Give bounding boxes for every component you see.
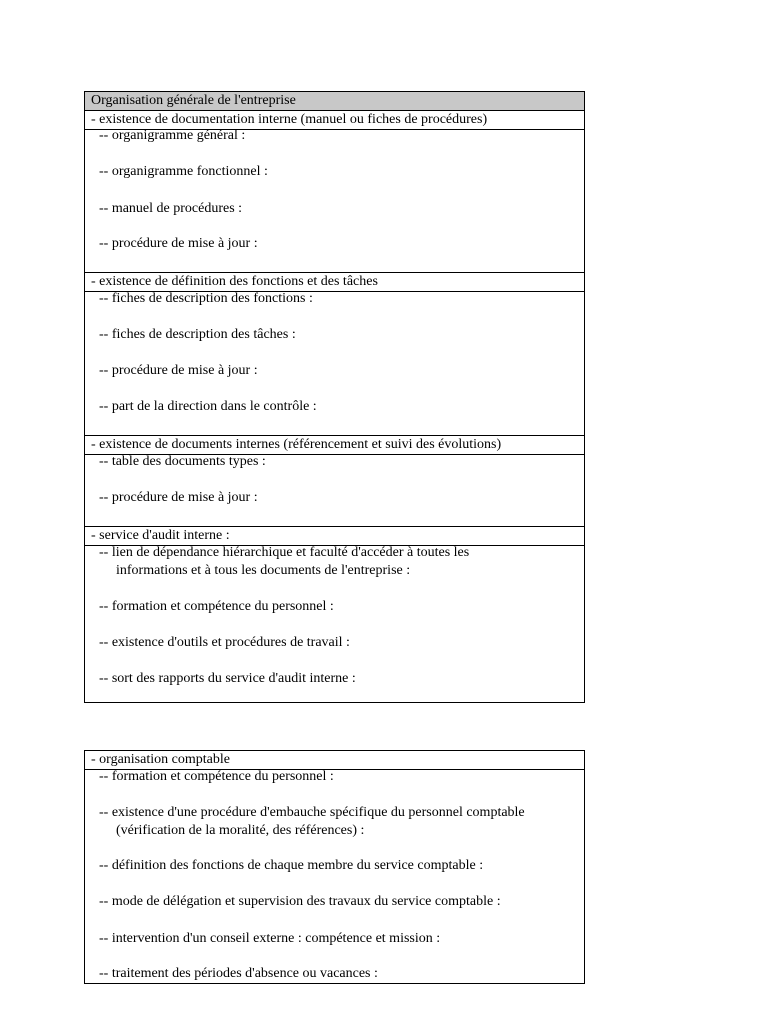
list-item [99, 544, 578, 580]
list-item: -- existence d'outils et procédures de travail : [99, 635, 350, 650]
section-body-functions [85, 292, 584, 436]
section-body-internal-documents [85, 455, 584, 527]
list-item: -- procédure de mise à jour : [99, 490, 258, 505]
list-item-line: -- lien de dépendance hiérarchique et faculté d'accéder à toutes les [99, 545, 470, 560]
list-item: -- part de la direction dans le contrôle : [99, 399, 317, 414]
list-item: -- table des documents types : [99, 454, 266, 469]
section-heading-documentation: - existence de documentation interne (manuel ou fiches de procédures) [85, 111, 584, 130]
list-item: -- manuel de procédures : [99, 201, 243, 216]
section-heading-accounting: - organisation comptable [85, 751, 584, 770]
section-heading-internal-audit: - service d'audit interne : [85, 527, 584, 546]
list-item: -- organigramme général : [99, 128, 246, 143]
list-item: -- procédure de mise à jour : [99, 236, 258, 251]
list-item-line: -- existence d'une procédure d'embauche spécifique du personnel comptable [99, 805, 525, 820]
list-item-continuation: informations et à tous les documents de l'entreprise : [116, 563, 411, 578]
list-item: -- intervention d'un conseil externe : compétence et mission : [99, 931, 441, 946]
section-heading-internal-documents: - existence de documents internes (référencement et suivi des évolutions) [85, 436, 584, 455]
list-item: -- formation et compétence du personnel : [99, 769, 334, 784]
general-organisation-table [84, 91, 585, 703]
list-item: -- formation et compétence du personnel : [99, 599, 334, 614]
section-heading-functions: - existence de définition des fonctions et des tâches [85, 273, 584, 292]
list-item: -- traitement des périodes d'absence ou vacances : [99, 966, 378, 981]
section-body-documentation [85, 130, 584, 273]
list-item: -- sort des rapports du service d'audit interne : [99, 671, 356, 686]
list-item: -- fiches de description des fonctions : [99, 291, 313, 306]
section-body-internal-audit [85, 546, 584, 706]
list-item: -- définition des fonctions de chaque membre du service comptable : [99, 858, 484, 873]
list-item: -- organigramme fonctionnel : [99, 164, 268, 179]
table-title: Organisation générale de l'entreprise [85, 92, 584, 111]
accounting-organisation-table [84, 750, 585, 984]
list-item-continuation: (vérification de la moralité, des références) : [116, 823, 365, 838]
list-item: -- mode de délégation et supervision des travaux du service comptable : [99, 894, 501, 909]
section-body-accounting [85, 770, 584, 983]
list-item [99, 804, 578, 840]
list-item: -- fiches de description des tâches : [99, 327, 296, 342]
list-item: -- procédure de mise à jour : [99, 363, 258, 378]
